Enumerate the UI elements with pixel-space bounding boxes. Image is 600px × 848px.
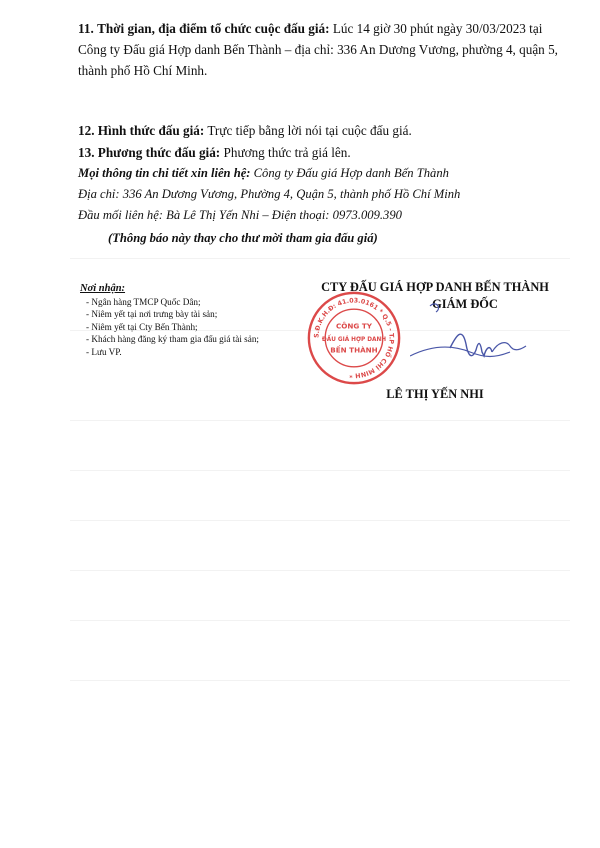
section-heading: Phương thức đấu giá: [97,145,221,160]
list-item: - Ngân hàng TMCP Quốc Dân; [86,297,201,307]
section-11 [78,18,570,81]
contact-person: Đầu mối liên hệ: Bà Lê Thị Yến Nhi – Điện thoại: 0973.009.390 [78,208,402,222]
recipients-list [80,296,320,358]
contact-address: Địa chỉ: 336 An Dương Vương, Phường 4, Quận 5, thành phố Hồ Chí Minh [78,187,461,201]
seal-line-3: BẾN THÀNH [330,345,378,355]
signer-name: LÊ THỊ YẾN NHI [386,387,484,401]
section-heading: Thời gian, địa điểm tổ chức cuộc đấu giá: [97,21,330,36]
section-heading: Hình thức đấu giá: [97,123,205,138]
section-number: 13. [78,145,95,160]
seal-line-1: CÔNG TY [336,321,372,331]
section-12 [78,120,570,141]
section-text: Trực tiếp bằng lời nói tại cuộc đấu giá. [204,123,412,138]
section-number: 11. [78,21,94,36]
list-item: - Khách hàng đăng ký tham gia đấu giá tài sản; [86,334,259,345]
list-item: - Niêm yết tại nơi trưng bày tài sản; [86,309,218,320]
notice-text: (Thông báo này thay cho thư mời tham gia đấu giá) [108,231,378,245]
section-13 [78,142,570,163]
recipients-block [80,282,320,358]
list-item: - Lưu VP. [86,346,122,357]
section-text: Phương thức trả giá lên. [220,145,351,160]
seal-ring-text: S.Đ.K.H.Đ: 41.03.0161 * Q.5 - T.P HỒ CHÍ MINH * [313,297,395,379]
contact-company: Công ty Đấu giá Hợp danh Bến Thành [250,166,449,180]
list-item: - Niêm yết tại Cty Bến Thành; [86,321,198,332]
organization-name: CTY ĐẤU GIÁ HỢP DANH BẾN THÀNH [321,280,549,294]
section-text: Lúc 14 giờ 30 phút ngày 30/03/2023 tại Công ty Đấu giá Hợp danh Bến Thành – địa chỉ: 336 An Dương Vương, phường 4, quận 5, thành phố Hồ Chí Minh. [78,21,558,78]
company-seal-icon [306,290,402,386]
handwritten-signature-icon [410,296,550,376]
contact-line [78,163,570,183]
seal-line-2: ĐẤU GIÁ HỢP DANH [321,336,387,343]
section-number: 12. [78,123,95,138]
signer-position: GIÁM ĐỐC [432,297,498,311]
contact-heading: Mọi thông tin chi tiết xin liên hệ: [78,166,251,180]
recipients-title: Nơi nhận: [80,283,126,294]
